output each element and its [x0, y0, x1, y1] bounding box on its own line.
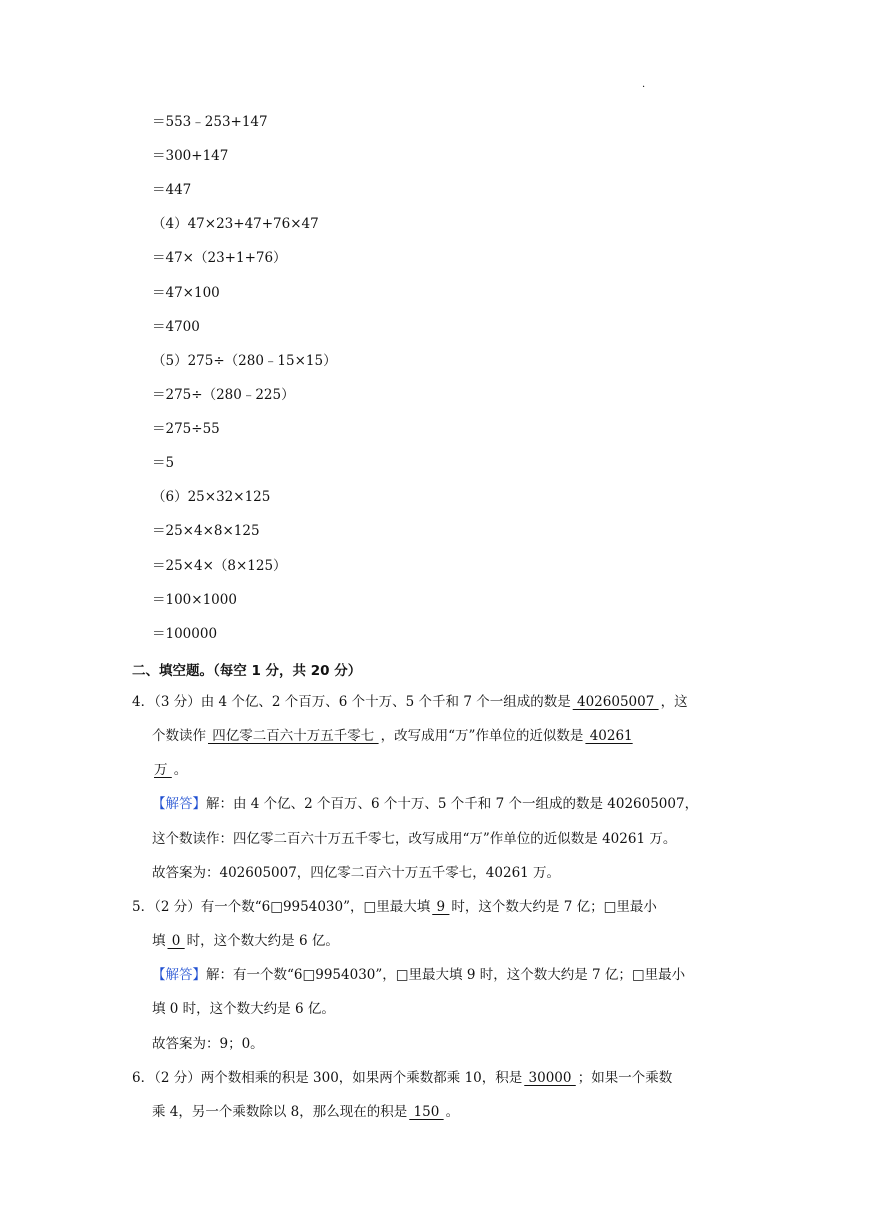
- answer-tag: 【解答】: [152, 796, 206, 812]
- q4-text: 4．（3 分）由 4 个亿、2 个百万、6 个十万、5 个千和 7 个一组成的数是: [132, 694, 571, 710]
- q4-blank-number: 402605007: [572, 694, 659, 710]
- q6-text: ；如果一个乘数: [577, 1070, 673, 1086]
- calc-step: （6）25×32×125: [152, 489, 271, 505]
- calc-step: （4）47×23+47+76×47: [152, 216, 319, 232]
- q4-answer-line1: [152, 795, 698, 813]
- calc-step: ＝25×4×8×125: [152, 523, 260, 539]
- q4-line1: [132, 693, 688, 711]
- q6-line2: [152, 1103, 459, 1121]
- q5-line2: [152, 932, 339, 950]
- q6-blank-new-product: 150: [409, 1104, 444, 1120]
- calc-step: ＝47×（23+1+76）: [152, 250, 287, 266]
- q6-text: 。: [445, 1104, 460, 1120]
- q6-text: 乘 4，另一个乘数除以 8，那么现在的积是: [152, 1104, 408, 1120]
- q6-text: 6．（2 分）两个数相乘的积是 300，如果两个乘数都乘 10，积是: [132, 1070, 523, 1086]
- q4-answer-line3: 故答案为：402605007，四亿零二百六十万五千零七，40261 万。: [152, 865, 561, 881]
- calc-step: ＝100000: [152, 626, 218, 642]
- calc-step: ＝275÷（280﹣225）: [152, 387, 295, 403]
- q5-text: 填: [152, 933, 166, 949]
- q6-line1: [132, 1069, 672, 1087]
- q5-answer-line2: 填 0 时，这个数大约是 6 亿。: [152, 1001, 335, 1017]
- q4-line2: [152, 727, 635, 745]
- q6-blank-product: 30000: [524, 1070, 576, 1086]
- header-dot: ·: [642, 82, 646, 93]
- q4-text: 。: [173, 762, 188, 778]
- q4-text: ，改写成用“万”作单位的近似数是: [380, 728, 584, 744]
- calc-step: ＝447: [152, 182, 192, 198]
- calc-step: （5）275÷（280﹣15×15）: [152, 353, 337, 369]
- q5-blank-min: 0: [167, 933, 185, 949]
- q5-text: 时，这个数大约是 6 亿。: [186, 933, 339, 949]
- q5-text: 时，这个数大约是 7 亿；□里最小: [451, 899, 657, 915]
- q4-answer-line2: 这个数读作：四亿零二百六十万五千零七，改写成用“万”作单位的近似数是 40261 万。: [152, 831, 677, 847]
- q5-answer-line1: [152, 966, 685, 984]
- q4-text: 个数读作: [152, 728, 206, 744]
- calc-step: ＝25×4×（8×125）: [152, 558, 287, 574]
- calc-step: ＝100×1000: [152, 592, 237, 608]
- calc-step: ＝5: [152, 455, 175, 471]
- calc-step: ＝47×100: [152, 285, 220, 301]
- answer-text: 解：由 4 个亿、2 个百万、6 个十万、5 个千和 7 个一组成的数是 402605007，: [206, 796, 699, 812]
- calc-step: ＝300+147: [152, 148, 229, 164]
- calc-step: ＝553﹣253+147: [152, 114, 268, 130]
- section-title: 二、填空题。（每空 1 分，共 20 分）: [132, 663, 362, 679]
- calc-step: ＝275÷55: [152, 421, 220, 437]
- q4-blank-reading: 四亿零二百六十万五千零七: [208, 728, 379, 744]
- q4-blank-approx-unit: 万: [154, 762, 172, 778]
- q4-text: ，这: [660, 694, 688, 710]
- answer-tag: 【解答】: [152, 967, 206, 983]
- q5-line1: [132, 898, 657, 916]
- q5-blank-max: 9: [432, 899, 450, 915]
- q5-text: 5．（2 分）有一个数“6□9954030”，□里最大填: [132, 899, 431, 915]
- q4-blank-approx: 40261: [585, 728, 633, 744]
- q4-line3: [152, 761, 187, 779]
- calc-step: ＝4700: [152, 319, 200, 335]
- answer-text: 解：有一个数“6□9954030”，□里最大填 9 时，这个数大约是 7 亿；□里最小: [206, 967, 686, 983]
- q5-answer-line3: 故答案为：9；0。: [152, 1036, 264, 1052]
